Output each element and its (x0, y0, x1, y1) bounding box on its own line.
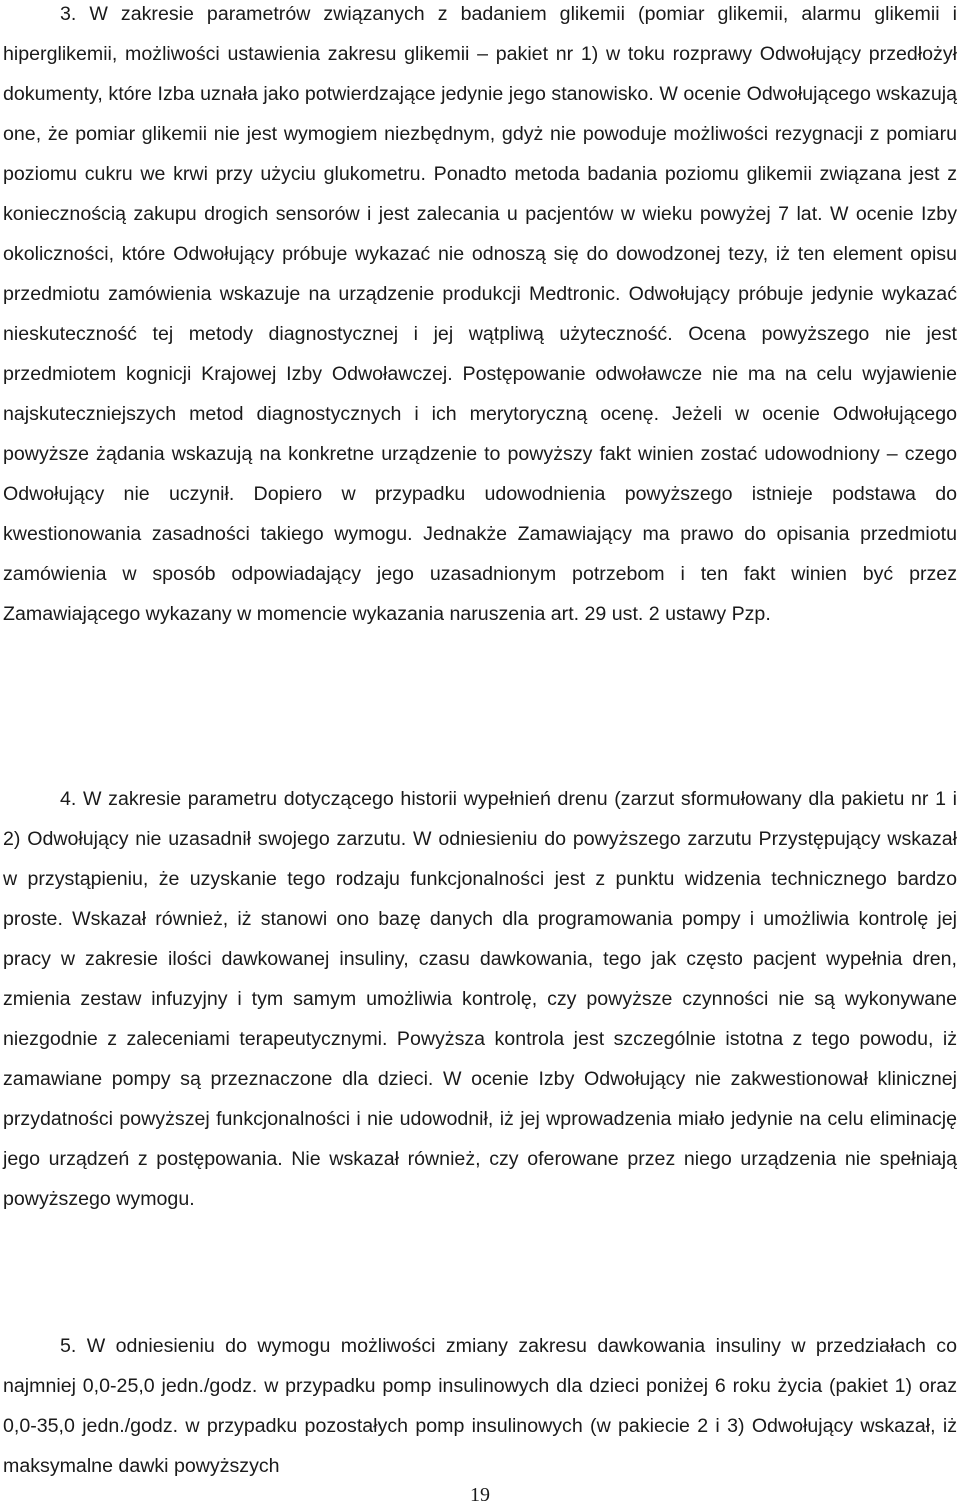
page-number: 19 (470, 1484, 490, 1506)
paragraph-3-glycemia-parameters: 3. W zakresie parametrów związanych z badaniem glikemii (pomiar glikemii, alarmu glikemii i hiperglikemii, możliwości ustawienia zakresu glikemii – pakiet nr 1) w toku rozprawy Odwołujący przedłożył dokumenty, które Izba uznała jako potwierdzające jedynie jego stanowisko. W ocenie Odwołującego wskazują one, że pomiar glikemii nie jest wymogiem niezbędnym, gdyż nie powoduje możliwości rezygnacji z pomiaru poziomu cukru we krwi przy użyciu glukometru. Ponadto metoda badania poziomu glikemii związana jest z koniecznością zakupu drogich sensorów i jest zalecania u pacjentów w wieku powyżej 7 lat. W ocenie Izby okoliczności, które Odwołujący próbuje wykazać nie odnoszą się do dowodzonej tezy, iż ten element opisu przedmiotu zamówienia wskazuje na urządzenie produkcji Medtronic. Odwołujący próbuje jedynie wykazać nieskuteczność tej metody diagnostycznej i jej wątpliwą użyteczność. Ocena powyższego nie jest przedmiotem kognicji Krajowej Izby Odwoławczej. Postępowanie odwoławcze nie ma na celu wyjawienie najskuteczniejszych metod diagnostycznych i ich merytoryczną ocenę. Jeżeli w ocenie Odwołującego powyższe żądania wskazują na konkretne urządzenie to powyższy fakt winien zostać udowodniony – czego Odwołujący nie uczynił. Dopiero w przypadku udowodnienia powyższego istnieje podstawa do kwestionowania zasadności takiego wymogu. Jednakże Zamawiający ma prawo do opisania przedmiotu zamówienia w sposób odpowiadający jego uzasadnionym potrzebom i ten fakt winien być przez Zamawiającego wykazany w momencie wykazania naruszenia art. 29 ust. 2 ustawy Pzp. (3, 3, 957, 625)
paragraph-5-insulin-dosing-range: 5. W odniesieniu do wymogu możliwości zmiany zakresu dawkowania insuliny w przedziałach co najmniej 0,0-25,0 jedn./godz. w przypadku pomp insulinowych dla dzieci poniżej 6 roku życia (pakiet 1) oraz 0,0-35,0 jedn./godz. w przypadku pozostałych pomp insulinowych (w pakiecie 2 i 3) Odwołujący wskazał, iż maksymalne dawki powyższych (3, 1335, 957, 1477)
paragraph-4-drain-fill-history: 4. W zakresie parametru dotyczącego historii wypełnień drenu (zarzut sformułowany dla pakietu nr 1 i 2) Odwołujący nie uzasadnił swojego zarzutu. W odniesieniu do powyższego zarzutu Przystępujący wskazał w przystąpieniu, że uzyskanie tego rodzaju funkcjonalności jest z punktu widzenia technicznego bardzo proste. Wskazał również, iż stanowi ono bazę danych dla programowania pompy i umożliwia kontrolę jej pracy w zakresie ilości dawkowanej insuliny, czasu dawkowania, tego jak często pacjent wypełnia dren, zmienia zestaw infuzyjny i tym samym umożliwia kontrolę, czy powyższe czynności nie są wykonywane niezgodnie z zaleceniami terapeutycznymi. Powyższa kontrola jest szczególnie istotna z tego powodu, iż zamawiane pompy są przeznaczone dla dzieci. W ocenie Izby Odwołujący nie zakwestionował klinicznej przydatności powyższej funkcjonalności i nie udowodnił, iż jej wprowadzenia miało jedynie na celu eliminację jego urządzeń z postępowania. Nie wskazał również, czy oferowane przez niego urządzenia nie spełniają powyższego wymogu. (3, 788, 957, 1210)
